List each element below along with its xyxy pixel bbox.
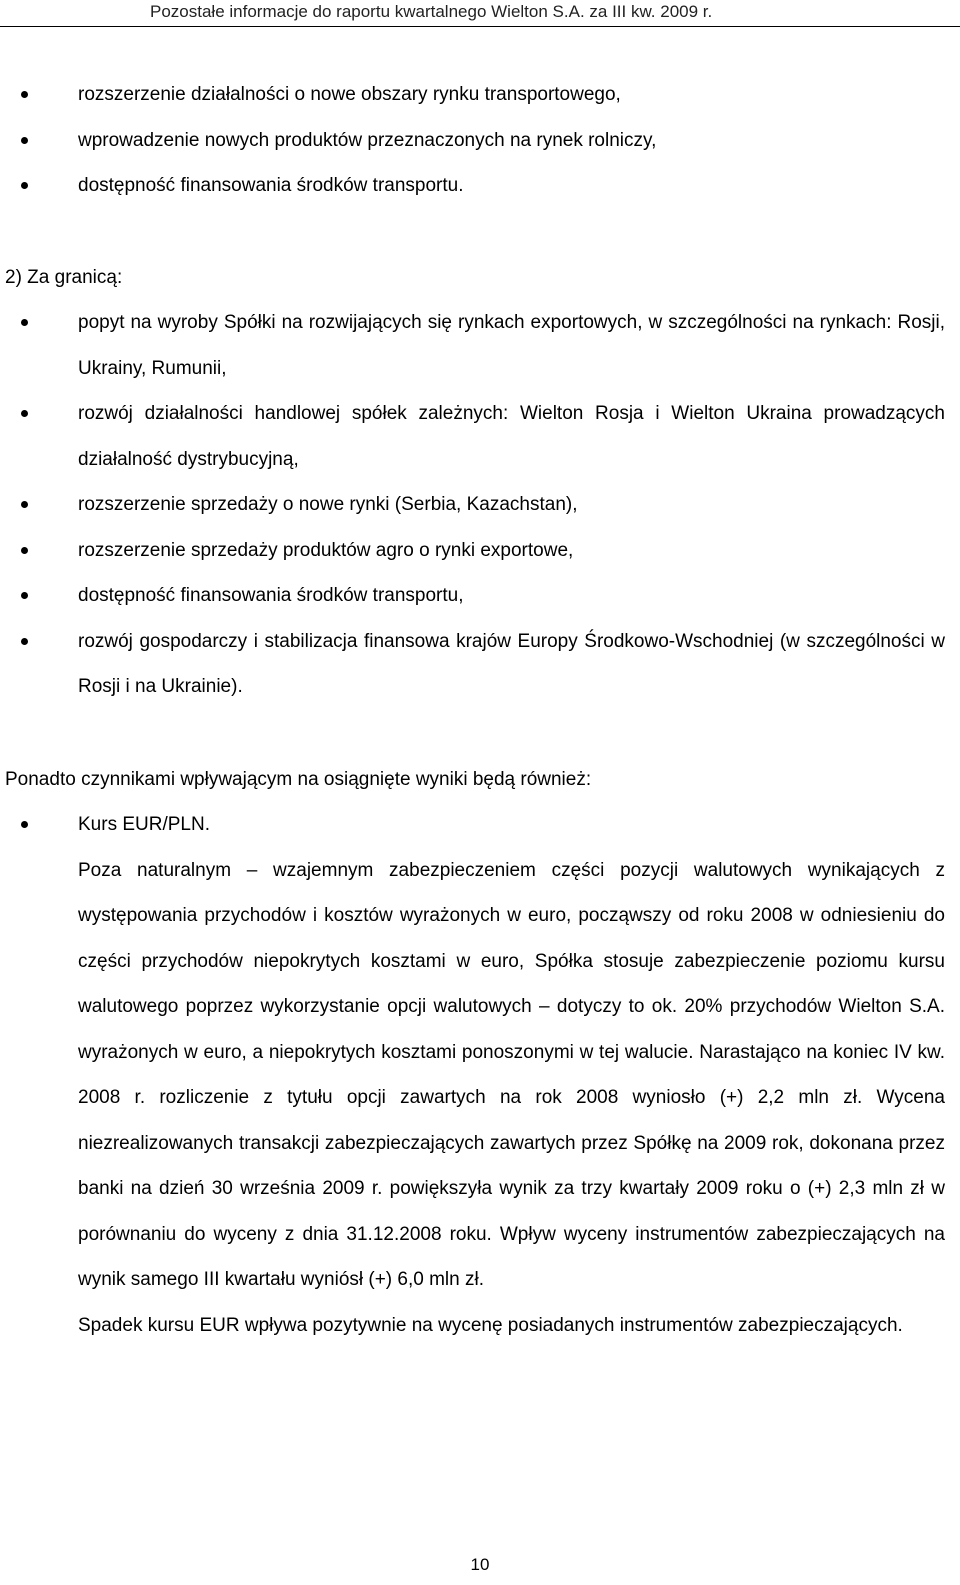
list-item: wprowadzenie nowych produktów przeznaczonych na rynek rolniczy, [78,118,945,164]
list-item: rozszerzenie sprzedaży o nowe rynki (Serbia, Kazachstan), [78,482,945,528]
header-divider [0,26,960,27]
list-item: rozwój gospodarczy i stabilizacja finansowa krajów Europy Środkowo-Wschodniej (w szczególności w Rosji i na Ukrainie). [78,619,945,710]
foreign-factors-list [5,300,945,710]
page-header: Pozostałe informacje do raportu kwartalnego Wielton S.A. za III kw. 2009 r. [150,2,713,21]
section-heading-abroad: 2) Za granicą: [5,266,123,288]
list-item: dostępność finansowania środków transportu, [78,573,945,619]
hedging-paragraph: Poza naturalnym – wzajemnym zabezpieczeniem części pozycji walutowych wynikających z występowania przychodów i kosztów wyrażonych w euro, począwszy od roku 2008 w odniesieniu do części przychodów niepokrytych kosztami w euro, Spółka stosuje zabezpieczenie poziomu kursu walutowego poprzez wykorzystanie opcji walutowych – dotyczy to ok. 20% przychodów Wielton S.A. wyrażonych w euro, a niepokrytych kosztami ponoszonymi w tej walucie. Narastająco na koniec IV kw. 2008 r. rozliczenie z tytułu opcji zawartych na rok 2008 wyniosło (+) 2,2 mln zł. Wycena niezrealizowanych transakcji zabezpieczających zawartych przez Spółkę na 2009 rok, dokonana przez banki na dzień 30 września 2009 r. powiększyła wynik za trzy kwartały 2009 roku o (+) 2,3 mln zł w porównaniu do wyceny z dnia 31.12.2008 roku. Wpływ wyceny instrumentów zabezpieczających na wynik samego III kwartału wyniósł (+) 6,0 mln zł. [78,859,945,1290]
list-item: popyt na wyroby Spółki na rozwijających się rynkach exportowych, w szczególności na rynkach: Rosji, Ukrainy, Rumunii, [78,300,945,391]
page-number: 10 [470,1555,490,1574]
list-item: rozszerzenie działalności o nowe obszary rynku transportowego, [78,72,945,118]
list-item: dostępność finansowania środków transportu. [78,163,945,209]
eur-rate-paragraph: Spadek kursu EUR wpływa pozytywnie na wycenę posiadanych instrumentów zabezpieczających. [78,1314,903,1336]
list-item: Kurs EUR/PLN. [78,802,945,848]
list-item: rozwój działalności handlowej spółek zależnych: Wielton Rosja i Wielton Ukraina prowadzących działalność dystrybucyjną, [78,391,945,482]
list-item: rozszerzenie sprzedaży produktów agro o rynki exportowe, [78,528,945,574]
currency-factor-list [5,802,945,848]
document-body [5,72,945,1348]
domestic-factors-list [5,72,945,209]
factors-heading: Ponadto czynnikami wpływającym na osiągnięte wyniki będą również: [5,768,592,790]
